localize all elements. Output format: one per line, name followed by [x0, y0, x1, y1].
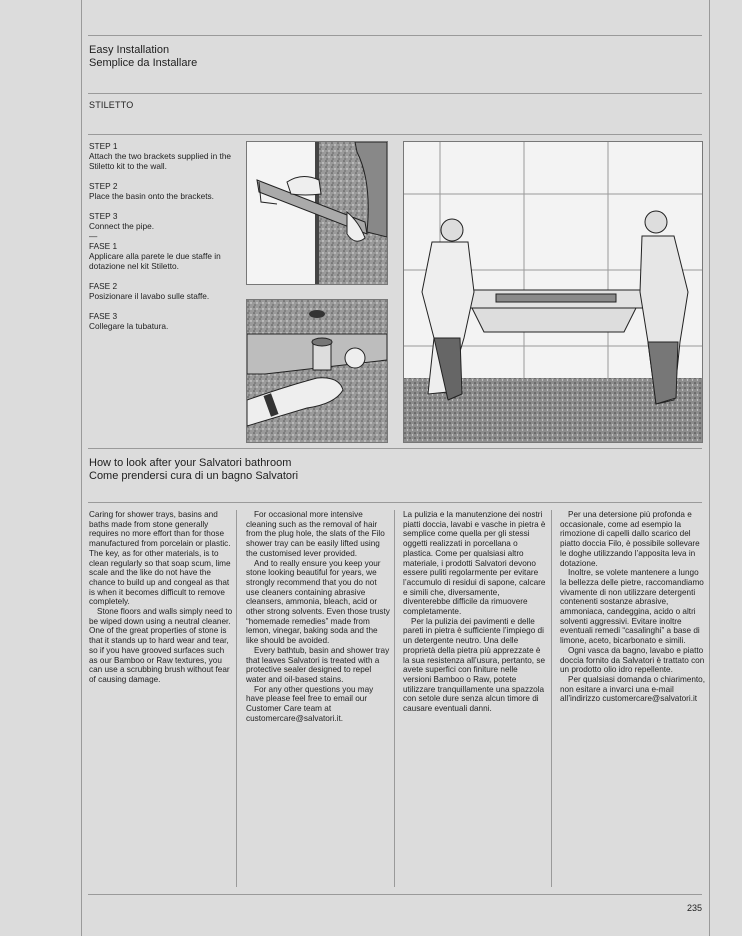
care-title	[89, 457, 298, 483]
top-rule	[88, 35, 702, 36]
paragraph: Every bathtub, basin and shower tray that leaves Salvatori is treated with a protective sealer designed to repel water and oil-based stains.	[246, 645, 390, 684]
step-text: Connect the pipe.	[89, 221, 155, 231]
care-title-it: Come prendersi cura di un bagno Salvatori	[89, 470, 299, 482]
care-column-3	[403, 510, 548, 714]
column-divider	[551, 510, 552, 887]
step-text: Attach the two brackets supplied in the Stiletto kit to the wall.	[89, 151, 232, 171]
paragraph: Per una detersione più profonda e occasionale, come ad esempio la rimozione di capelli dallo scarico del piatto doccia Filo, è possibile sollevare le doghe utilizzando l’apposita leva in dotazione.	[560, 510, 700, 568]
step-1	[89, 141, 239, 171]
paragraph: Ogni vasca da bagno, lavabo e piatto doccia fornito da Salvatori è trattato con un prodotto olio idro repellente.	[560, 645, 705, 675]
care-title-en: How to look after your Salvatori bathroom	[89, 457, 292, 469]
step-heading: STEP 2	[89, 181, 118, 191]
paragraph: For occasional more intensive cleaning such as the removal of hair from the plug hole, the slats of the Filo shower tray can be easily lifted using the customised lever provided.	[246, 510, 385, 558]
illustration-pipe	[246, 299, 388, 443]
step-2	[89, 181, 239, 201]
installation-steps	[89, 141, 239, 341]
section-title	[89, 44, 197, 70]
step-heading: FASE 3	[89, 311, 118, 321]
page-number: 235	[686, 903, 702, 913]
care-column-1	[89, 510, 234, 685]
step-text: Posizionare il lavabo sulle staffe.	[89, 291, 210, 301]
step-heading: STEP 1	[89, 141, 118, 151]
left-margin-line	[81, 0, 82, 936]
step-heading: FASE 2	[89, 281, 118, 291]
step-text: Place the basin onto the brackets.	[89, 191, 214, 201]
rule-4	[88, 448, 702, 449]
section-title-it: Semplice da Installare	[89, 57, 198, 69]
paragraph: Stone floors and walls simply need to be wiped down using a neutral cleaner. One of the great properties of stone is that it stands up to hard wear and tear, so if you have grooved surfaces such as our Bamboo or Raw textures, you can use a scrubbing brush without fear of causing damage.	[89, 607, 233, 684]
step-text: Collegare la tubatura.	[89, 321, 169, 331]
right-margin-line	[709, 0, 710, 936]
paragraph: La pulizia e la manutenzione dei nostri piatti doccia, lavabi e vasche in pietra è semplice come quella per gli stessi oggetti realizzati in porcellana o plastica. Come per qualsiasi altro materiale, i prodotti Salvatori devono essere puliti regolarmente per evitare l’accumulo di residui di sapone, calcare e simili che, diversamente, diventerebbe difficile da rimuovere completamente.	[403, 510, 546, 617]
paragraph: For any other questions you may have please feel free to email our Customer Care team at customercare@salvatori.it.	[246, 684, 374, 723]
rule-3	[88, 134, 702, 135]
illustration-basin-carry	[403, 141, 703, 443]
product-label: STILETTO	[89, 100, 134, 110]
paragraph: And to really ensure you keep your stone looking beautiful for years, we strongly recommend that you do not use cleaners containing abrasive cleansers, ammonia, bleach, acid or other strong solvents. Even those trusty “homemade remedies” made from lemon, vinegar, baking soda and the like should be avoided.	[246, 558, 390, 646]
section-title-en: Easy Installation	[89, 44, 170, 56]
step-3	[89, 211, 239, 231]
paragraph: Inoltre, se volete mantenere a lungo la bellezza delle pietre, raccomandiamo vivamente di non utilizzare detergenti contenenti sostanze abrasive, ammoniaca, candeggina, acido o altri solventi aggressivi. Evitare inoltre eventuali remedi “casalinghi” a base di limone, aceto, bicarbonato e simili.	[560, 568, 704, 646]
step-heading: — FASE 1	[89, 231, 118, 251]
rule-5	[88, 502, 702, 503]
care-column-4	[560, 510, 705, 704]
column-divider	[394, 510, 395, 887]
fase-3	[89, 311, 239, 331]
step-text: Applicare alla parete le due staffe in dotazione nel kit Stiletto.	[89, 251, 221, 271]
care-column-2	[246, 510, 391, 723]
paragraph: Per la pulizia dei pavimenti e delle pareti in pietra è sufficiente l’impiego di un detergente neutro. Una delle proprietà della pietra più apprezzate è la sua resistenza all’usura, pertanto, se avete superfici con finiture nelle versioni Bamboo o Raw, potete utilizzare tranquillamente una spazzola con setole dure senza alcun timore di causare eventuali danni.	[403, 616, 545, 714]
step-heading: STEP 3	[89, 211, 118, 221]
paragraph: Per qualsiasi domanda o chiarimento, non esitare a invarci una e-mail all’indirizzo customercare@salvatori.it	[560, 674, 705, 704]
fase-2	[89, 281, 239, 301]
paragraph: Caring for shower trays, basins and baths made from stone generally requires no more effort than for those manufactured from porcelain or plastic. The key, as for other materials, is to clean regularly so that soap scum, lime scale and the like do not have the chance to build up and congeal as that is when it becomes difficult to remove completely.	[89, 510, 231, 607]
fase-1	[89, 231, 239, 271]
column-divider	[236, 510, 237, 887]
rule-2	[88, 93, 702, 94]
illustration-bracket	[246, 141, 388, 285]
bottom-rule	[88, 894, 702, 895]
